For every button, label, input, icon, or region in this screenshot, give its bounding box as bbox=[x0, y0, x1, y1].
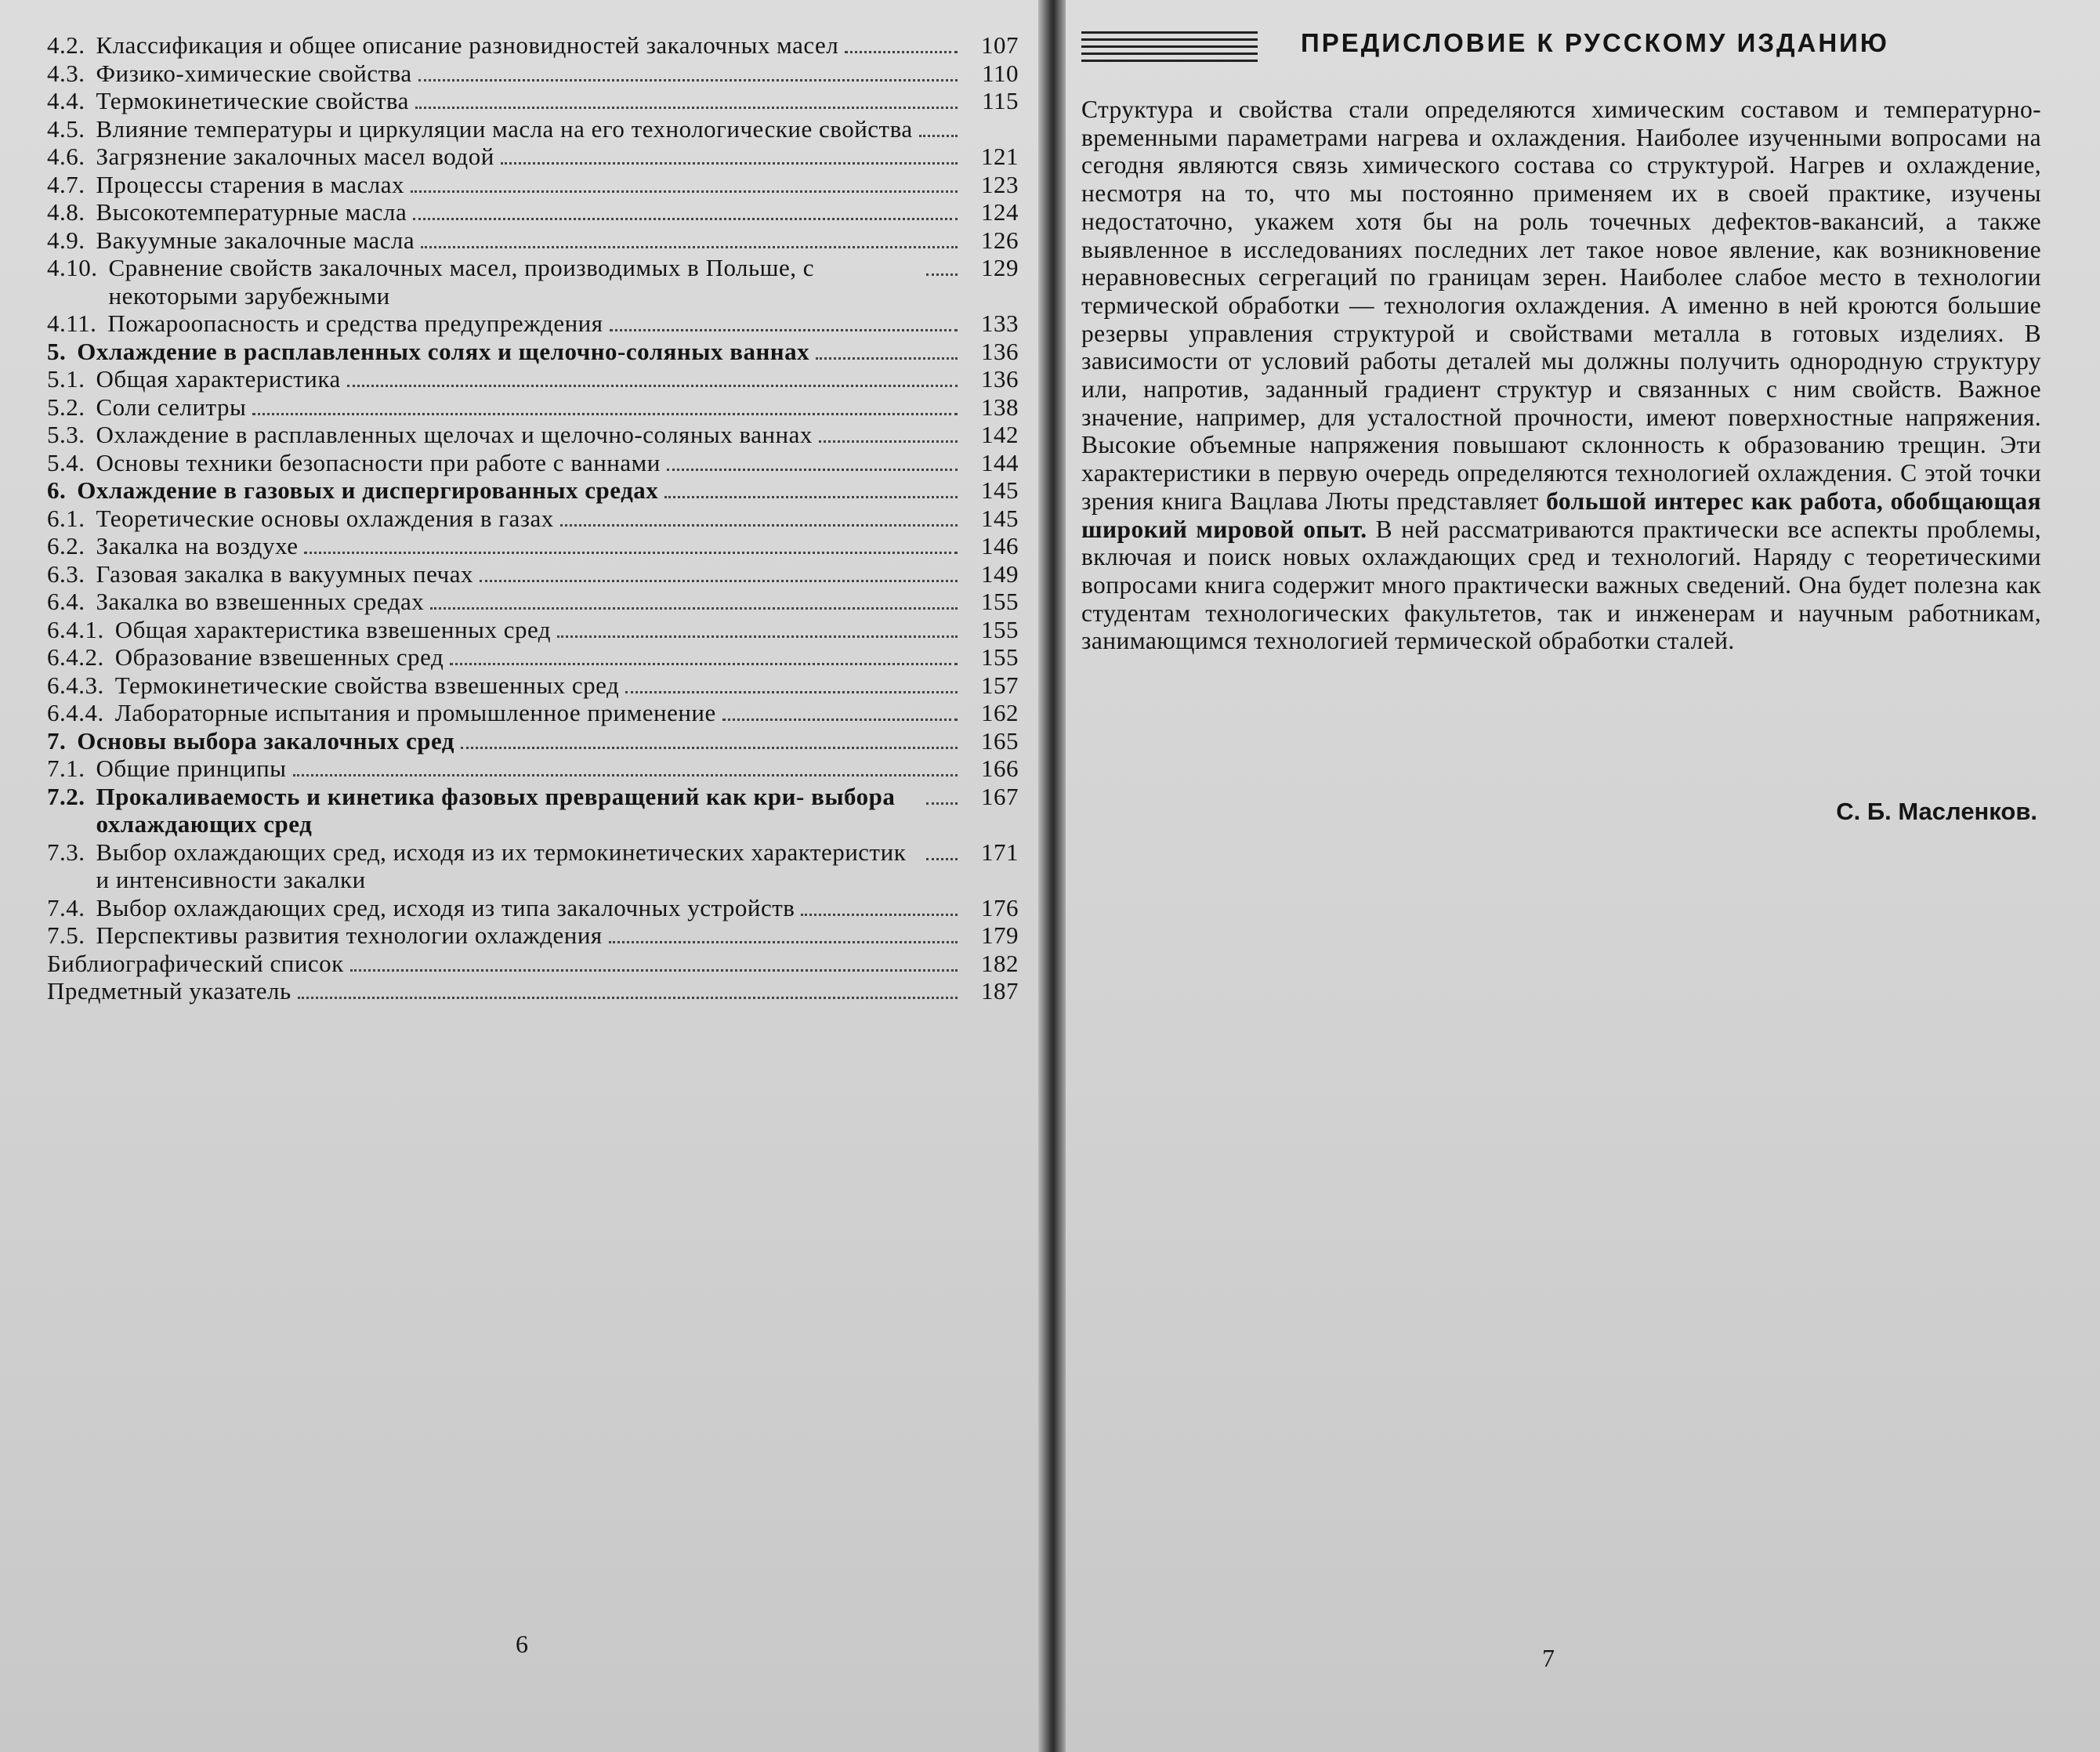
toc-leader-dots bbox=[480, 580, 958, 582]
toc-entry-title: Вакуумные закалочные масла bbox=[96, 226, 415, 254]
toc-entry-title: Сравнение свойств закалочных масел, производимых в Польше, с некоторыми зарубежными bbox=[108, 254, 815, 309]
toc-entry bbox=[47, 309, 1019, 338]
title-ornament bbox=[1081, 31, 1258, 67]
toc-leader-dots bbox=[418, 79, 958, 81]
toc-leader-dots bbox=[926, 273, 958, 276]
toc-entry bbox=[47, 115, 1019, 143]
toc-entry-title: Процессы старения в маслах bbox=[96, 170, 405, 198]
toc-entry-page: 187 bbox=[981, 977, 1019, 1005]
toc-leader-dots bbox=[557, 635, 958, 638]
toc-entry-title: Основы выбора закалочных сред bbox=[77, 726, 454, 755]
toc-entry-number: 4.2. bbox=[47, 31, 85, 59]
toc-entry-title: Закалка на воздухе bbox=[96, 532, 299, 559]
toc-entry bbox=[47, 727, 1019, 755]
toc-entry-page: 171 bbox=[981, 838, 1019, 866]
toc-leader-dots bbox=[560, 524, 958, 527]
toc-entry bbox=[47, 755, 1019, 783]
toc-entry-title: Перспективы развития технологии охлаждения bbox=[96, 921, 603, 949]
toc-entry-number: 4.6. bbox=[47, 143, 85, 170]
toc-entry-number: 4.10. bbox=[47, 254, 98, 281]
toc-entry bbox=[47, 894, 1019, 922]
toc-entry bbox=[47, 60, 1019, 88]
toc-leader-dots bbox=[421, 246, 958, 248]
preface-text-bold: большой интерес как работа, обобщающая широкий мировой опыт. bbox=[1081, 487, 2041, 543]
toc-entry-number: 7.2. bbox=[47, 782, 85, 810]
toc-entry-page: 123 bbox=[981, 170, 1019, 198]
toc-entry-title: Выбор охлаждающих сред, исходя из типа закалочных устройств bbox=[96, 893, 795, 921]
toc-leader-dots bbox=[411, 190, 958, 193]
toc-entry-title: Предметный указатель bbox=[47, 977, 291, 1005]
toc-entry-number: 5.1. bbox=[47, 365, 85, 393]
toc-entry-page: 176 bbox=[981, 893, 1019, 921]
preface-text-2: В ней рассматриваются практически все аспекты проблемы, включая и поиск новых охлаждающих сред и технологий. Наряду с теоретическими вопросами книга содержит много практически важных сведений. Она будет полезна как студентам технологических факультетов, так и инженерам и научным работникам, занимающимся технологией термической обработки сталей. bbox=[1081, 515, 2041, 655]
toc-entry-number: 4.4. bbox=[47, 87, 85, 114]
toc-entry-page: 136 bbox=[981, 337, 1019, 365]
toc-entry bbox=[47, 393, 1019, 422]
book-gutter bbox=[1038, 0, 1066, 1752]
page-number-left: 6 bbox=[516, 1630, 528, 1658]
toc-entry-title: Классификация и общее описание разновидностей закалочных масел bbox=[96, 31, 839, 59]
toc-leader-dots bbox=[501, 162, 958, 165]
toc-entry-page: 110 bbox=[982, 59, 1019, 87]
toc-leader-dots bbox=[610, 329, 958, 331]
toc-entry bbox=[47, 31, 1019, 60]
toc-entry bbox=[47, 198, 1019, 226]
toc-entry-page: 115 bbox=[982, 87, 1019, 114]
toc-entry-title: Общая характеристика bbox=[96, 365, 341, 393]
toc-leader-dots bbox=[413, 218, 958, 220]
toc-entry-title: Влияние температуры и циркуляции масла на его технологические свойства bbox=[96, 114, 913, 143]
toc-leader-dots bbox=[298, 997, 958, 999]
toc-leader-dots bbox=[347, 385, 958, 387]
toc-entry-number: 4.9. bbox=[47, 226, 85, 254]
toc-leader-dots bbox=[722, 719, 958, 721]
toc-entry bbox=[47, 921, 1019, 950]
toc-entry-title: Теоретические основы охлаждения в газах bbox=[96, 504, 554, 532]
toc-entry-page: 107 bbox=[981, 31, 1019, 59]
toc-entry-number: 5. bbox=[47, 337, 67, 365]
toc-entry-page: 149 bbox=[981, 559, 1019, 588]
toc-entry-page: 182 bbox=[981, 949, 1019, 977]
toc-entry bbox=[47, 449, 1019, 477]
toc-leader-dots bbox=[430, 607, 958, 610]
toc-entry-title: Охлаждение в расплавленных солях и щелочно-соляных ваннах bbox=[77, 337, 810, 365]
toc-leader-dots bbox=[819, 440, 958, 443]
toc-entry bbox=[47, 616, 1019, 644]
toc-leader-dots bbox=[926, 802, 958, 805]
toc-entry bbox=[47, 171, 1019, 199]
toc-entry-title: Прокаливаемость и кинетика фазовых превращений как кри- выбора охлаждающих сред bbox=[96, 782, 896, 838]
toc-entry-title: Термокинетические свойства взвешенных сред bbox=[114, 671, 620, 699]
toc-entry-title: Основы техники безопасности при работе с ваннами bbox=[96, 448, 661, 476]
toc-entry-title: Газовая закалка в вакуумных печах bbox=[96, 559, 473, 588]
toc-entry bbox=[47, 476, 1019, 505]
toc-entry-title: Высокотемпературные масла bbox=[96, 198, 407, 226]
toc-entry-number: 5.3. bbox=[47, 421, 85, 448]
toc-leader-dots bbox=[609, 941, 958, 943]
toc-entry-number: 6.4.3. bbox=[47, 671, 104, 699]
toc-entry bbox=[47, 87, 1019, 115]
toc-entry-number: 7.1. bbox=[47, 755, 85, 782]
toc-leader-dots bbox=[625, 691, 958, 693]
page-number-right: 7 bbox=[1542, 1644, 1555, 1672]
toc-leader-dots bbox=[926, 858, 958, 860]
toc-entry bbox=[47, 838, 1019, 894]
toc-entry-title: Общая характеристика взвешенных сред bbox=[114, 615, 552, 643]
toc-entry-page: 166 bbox=[981, 755, 1019, 782]
toc-entry-title: Общие принципы bbox=[96, 755, 287, 782]
toc-entry-title: Охлаждение в газовых и диспергированных средах bbox=[77, 476, 659, 504]
toc-entry-title: Соли селитры bbox=[96, 393, 247, 421]
toc-entry-number: 4.11. bbox=[47, 309, 97, 337]
toc-leader-dots bbox=[667, 469, 958, 471]
toc-leader-dots bbox=[252, 413, 958, 415]
toc-entry-number: 5.2. bbox=[47, 393, 85, 421]
toc-entry-page: 146 bbox=[981, 532, 1019, 559]
toc-entry-page: 144 bbox=[981, 448, 1019, 476]
toc-entry-title: Закалка во взвешенных средах bbox=[96, 588, 425, 615]
toc-entry-title: Загрязнение закалочных масел водой bbox=[96, 143, 494, 170]
toc-entry-page: 136 bbox=[981, 365, 1019, 393]
toc-entry-number: 6.3. bbox=[47, 559, 85, 588]
toc-entry bbox=[47, 977, 1019, 1005]
table-of-contents bbox=[47, 31, 1019, 1005]
toc-entry-number: 4.7. bbox=[47, 170, 85, 198]
toc-entry bbox=[47, 532, 1019, 560]
toc-entry-page: 145 bbox=[981, 504, 1019, 532]
preface-body bbox=[1081, 96, 2041, 655]
toc-entry-number: 6.4. bbox=[47, 588, 85, 615]
toc-entry-title: Охлаждение в расплавленных щелочах и щелочно-соляных ваннах bbox=[96, 421, 813, 448]
toc-entry bbox=[47, 226, 1019, 255]
toc-entry-number: 5.4. bbox=[47, 448, 85, 476]
toc-entry-number: 7.3. bbox=[47, 838, 85, 866]
preface-title: ПРЕДИСЛОВИЕ К РУССКОМУ ИЗДАНИЮ bbox=[1301, 28, 1889, 57]
toc-entry-page: 155 bbox=[981, 588, 1019, 615]
toc-leader-dots bbox=[304, 552, 958, 554]
preface-paragraph bbox=[1081, 96, 2041, 655]
toc-entry-number: 4.3. bbox=[47, 59, 85, 87]
toc-leader-dots bbox=[919, 135, 958, 137]
toc-leader-dots bbox=[816, 357, 958, 360]
toc-entry-page: 124 bbox=[981, 198, 1019, 226]
preface-signature: С. Б. Масленков. bbox=[1836, 798, 2037, 825]
toc-entry-number: 6.4.1. bbox=[47, 615, 104, 643]
toc-entry-title: Образование взвешенных сред bbox=[114, 643, 444, 671]
preface-text-1: Структура и свойства стали определяются химическим составом и температурно-временными параметрами нагрева и охлаждения. Наиболее изученными вопросами на сегодня являются связь химического состава со структурой. Нагрев и охлаждение, несмотря на то, что мы постоянно применяем их в своей практике, изучены недостаточно, укажем хотя бы на роль точечных дефектов-вакансий, а также выявленное в исследованиях последних лет такое новое явление, как возникновение неравновесных сегрегаций по границам зерен. Наиболее слабое место в технологии термической обработки — технология охлаждения. А именно в ней кроются большие резервы управления структурой и свойствами металла в готовых изделиях. В зависимости от условий работы деталей мы должны получить однородную структуру или, напротив, заданный градиент структур и связанных с ним свойств. Важное значение, например, для усталостной прочности, имеют поверхностные напряжения. Высокие объемные напряжения повышают склонность к образованию трещин. Эти характеристики в первую очередь определяются технологией охлаждения. С этой точки зрения книга Вацлава Люты представляет bbox=[1081, 96, 2041, 515]
toc-entry bbox=[47, 143, 1019, 171]
toc-leader-dots bbox=[450, 663, 958, 665]
toc-entry bbox=[47, 588, 1019, 616]
toc-entry bbox=[47, 421, 1019, 449]
toc-entry-number: 6.1. bbox=[47, 504, 85, 532]
toc-entry-page: 138 bbox=[981, 393, 1019, 421]
toc-entry bbox=[47, 254, 1019, 309]
toc-entry bbox=[47, 365, 1019, 393]
toc-entry-page: 162 bbox=[981, 699, 1019, 726]
toc-entry-title: Термокинетические свойства bbox=[96, 87, 409, 114]
left-page bbox=[0, 0, 1038, 1752]
toc-entry-number: 7. bbox=[47, 726, 67, 755]
toc-entry bbox=[47, 560, 1019, 588]
toc-leader-dots bbox=[461, 747, 958, 749]
toc-entry-page: 133 bbox=[981, 309, 1019, 337]
toc-entry-page: 121 bbox=[981, 143, 1019, 170]
toc-entry-number: 7.5. bbox=[47, 921, 85, 949]
toc-entry bbox=[47, 950, 1019, 978]
toc-entry-title: Библиографический список bbox=[47, 949, 344, 977]
toc-entry-page: 167 bbox=[981, 782, 1019, 810]
toc-entry bbox=[47, 699, 1019, 727]
toc-leader-dots bbox=[293, 774, 958, 776]
toc-entry-page: 155 bbox=[981, 643, 1019, 671]
toc-entry-page: 155 bbox=[981, 615, 1019, 643]
toc-entry-number: 4.8. bbox=[47, 198, 85, 226]
toc-entry-page: 129 bbox=[981, 254, 1019, 281]
toc-entry bbox=[47, 671, 1019, 700]
toc-entry bbox=[47, 338, 1019, 366]
toc-entry-number: 6.4.2. bbox=[47, 643, 104, 671]
toc-entry-title: Пожароопасность и средства предупреждения bbox=[107, 309, 603, 337]
toc-entry-page: 145 bbox=[981, 476, 1019, 504]
toc-leader-dots bbox=[664, 496, 958, 498]
toc-entry-title: Физико-химические свойства bbox=[96, 59, 412, 87]
toc-entry bbox=[47, 505, 1019, 533]
toc-entry-number: 6. bbox=[47, 476, 67, 504]
toc-entry-page: 165 bbox=[981, 726, 1019, 755]
toc-entry bbox=[47, 783, 1019, 838]
toc-entry-number: 7.4. bbox=[47, 893, 85, 921]
toc-entry-title: Лабораторные испытания и промышленное применение bbox=[114, 699, 716, 726]
toc-entry-title: Выбор охлаждающих сред, исходя из их термокинетических характеристик и интенсивности закалки bbox=[96, 838, 907, 893]
toc-leader-dots bbox=[845, 51, 958, 53]
toc-entry-page: 157 bbox=[981, 671, 1019, 699]
toc-leader-dots bbox=[350, 969, 958, 972]
toc-entry-page: 179 bbox=[981, 921, 1019, 949]
toc-leader-dots bbox=[801, 914, 958, 916]
toc-entry-page: 126 bbox=[981, 226, 1019, 254]
toc-entry-page: 142 bbox=[981, 421, 1019, 448]
toc-entry-number: 4.5. bbox=[47, 114, 85, 143]
toc-entry-number: 6.4.4. bbox=[47, 699, 104, 726]
toc-entry bbox=[47, 643, 1019, 671]
toc-leader-dots bbox=[415, 107, 958, 109]
toc-entry-number: 6.2. bbox=[47, 532, 85, 559]
